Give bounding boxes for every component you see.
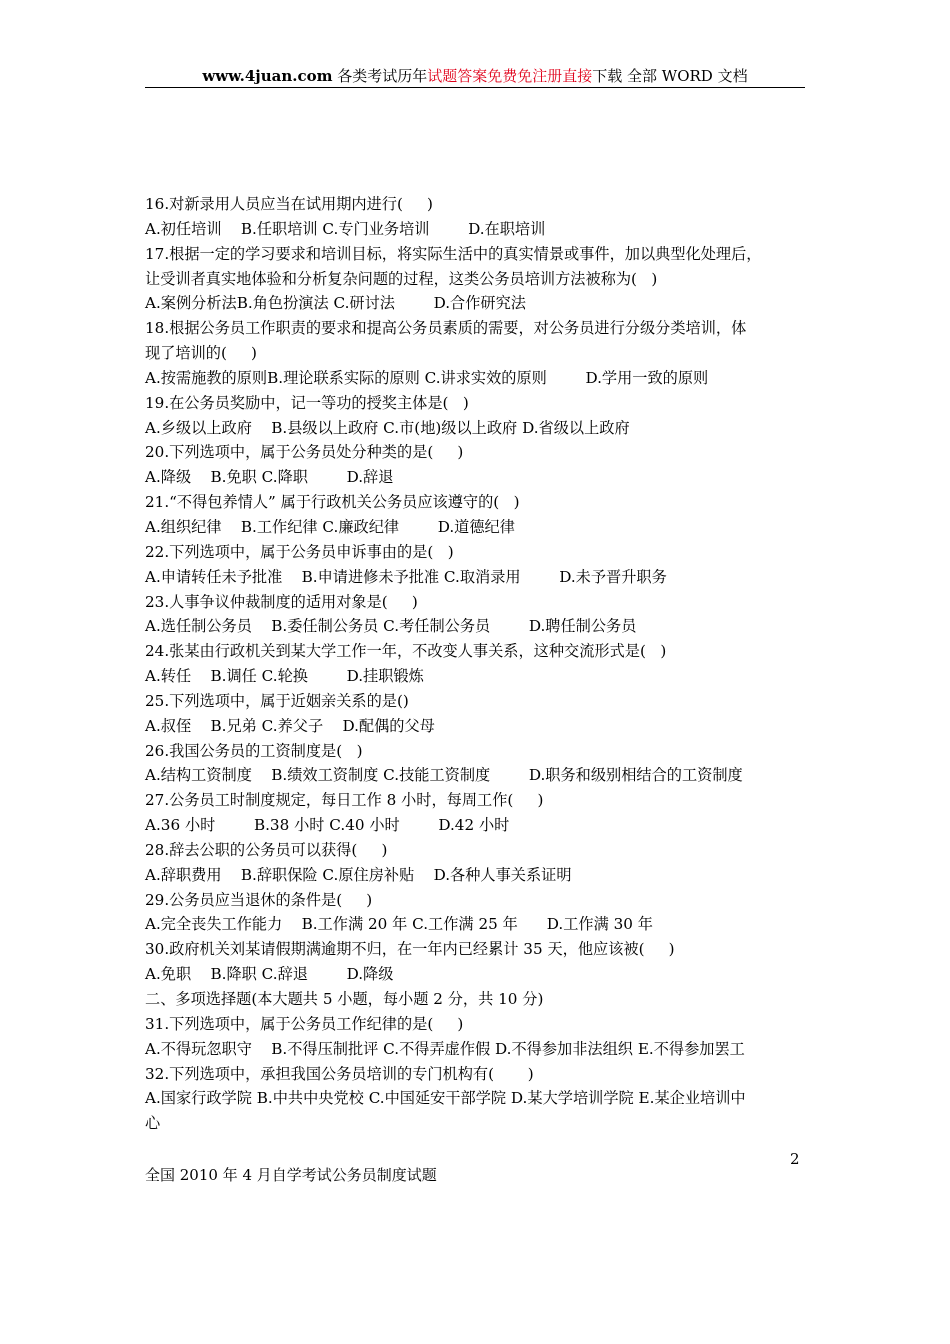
question-line: 现了培训的( ) (145, 344, 257, 363)
question-line: 31.下列选项中，属于公务员工作纪律的是( ) (145, 1014, 464, 1033)
question-line: 28.辞去公职的公务员可以获得( ) (145, 840, 388, 859)
question-line: 让受训者真实地体验和分析复杂问题的过程，这类公务员培训方法被称为( ) (145, 269, 658, 288)
page-footer: 全国 2010 年 4 月自学考试公务员制度试题 (145, 1166, 437, 1184)
options-line: A.36 小时 B.38 小时 C.40 小时 D.42 小时 (145, 816, 510, 835)
question-line: 25.下列选项中，属于近姻亲关系的是() (145, 691, 409, 710)
section-heading: 二、多项选择题(本大题共 5 小题，每小题 2 分，共 10 分) (145, 990, 544, 1008)
header-text: 各类考试历年 (332, 67, 428, 85)
header-highlight: 试题答案免费免注册直接 (427, 67, 593, 85)
options-line: 心 (145, 1114, 161, 1133)
question-line: 19.在公务员奖励中，记一等功的授奖主体是( ) (145, 393, 469, 412)
question-line: 27.公务员工时制度规定，每日工作 8 小时，每周工作( ) (145, 791, 544, 810)
options-line: A.不得玩忽职守 B.不得压制批评 C.不得弄虚作假 D.不得参加非法组织 E.不得参加罢工 (145, 1039, 745, 1058)
options-line: A.案例分析法B.角色扮演法 C.研讨法 D.合作研究法 (145, 294, 526, 313)
page-header (145, 66, 805, 86)
header-site-link[interactable]: www.4juan.com (202, 67, 333, 85)
question-line: 24.张某由行政机关到某大学工作一年，不改变人事关系，这种交流形式是( ) (145, 642, 667, 661)
options-line: A.叔侄 B.兄弟 C.养父子 D.配偶的父母 (145, 716, 435, 735)
options-line: A.申请转任未予批准 B.申请进修未予批准 C.取消录用 D.未予晋升职务 (145, 567, 667, 586)
options-line: A.选任制公务员 B.委任制公务员 C.考任制公务员 D.聘任制公务员 (145, 617, 637, 636)
options-line: A.降级 B.免职 C.降职 D.辞退 (145, 468, 394, 487)
options-line: A.结构工资制度 B.绩效工资制度 C.技能工资制度 D.职务和级别相结合的工资制度 (145, 766, 743, 785)
question-line: 16.对新录用人员应当在试用期内进行( ) (145, 195, 433, 213)
options-line: A.按需施教的原则B.理论联系实际的原则 C.讲求实效的原则 D.学用一致的原则 (145, 368, 709, 387)
question-line: 20.下列选项中，属于公务员处分种类的是( ) (145, 443, 464, 462)
options-line: A.完全丧失工作能力 B.工作满 20 年 C.工作满 25 年 D.工作满 30 年 (145, 915, 653, 934)
options-line: A.初任培训 B.任职培训 C.专门业务培训 D.在职培训 (145, 219, 546, 238)
question-line: 32.下列选项中，承担我国公务员培训的专门机构有( ) (145, 1064, 534, 1083)
question-line: 22.下列选项中，属于公务员申诉事由的是( ) (145, 542, 454, 561)
header-text-2: 下载 全部 WORD 文档 (592, 67, 748, 85)
question-line: 30.政府机关刘某请假期满逾期不归，在一年内已经累计 35 天，他应该被( ) (145, 940, 675, 959)
question-line: 26.我国公务员的工资制度是( ) (145, 741, 363, 760)
question-line: 18.根据公务员工作职责的要求和提高公务员素质的需要，对公务员进行分级分类培训，体 (145, 319, 747, 338)
options-line: A.国家行政学院 B.中共中央党校 C.中国延安干部学院 D.某大学培训学院 E.某企业培训中 (145, 1089, 746, 1108)
options-line: A.免职 B.降职 C.辞退 D.降级 (145, 965, 394, 984)
document-body (145, 192, 810, 1136)
options-line: A.组织纪律 B.工作纪律 C.廉政纪律 D.道德纪律 (145, 517, 515, 536)
question-line: 23.人事争议仲裁制度的适用对象是( ) (145, 592, 418, 611)
options-line: A.辞职费用 B.辞职保险 C.原住房补贴 D.各种人事关系证明 (145, 865, 572, 884)
question-line: 21.“不得包养情人” 属于行政机关公务员应该遵守的( ) (145, 493, 520, 512)
header-divider (145, 87, 805, 88)
options-line: A.乡级以上政府 B.县级以上政府 C.市(地)级以上政府 D.省级以上政府 (145, 418, 630, 437)
page-number: 2 (790, 1150, 800, 1168)
options-line: A.转任 B.调任 C.轮换 D.挂职锻炼 (145, 667, 424, 686)
question-line: 17.根据一定的学习要求和培训目标，将实际生活中的真实情景或事件，加以典型化处理后， (145, 244, 762, 263)
question-line: 29.公务员应当退休的条件是( ) (145, 890, 373, 909)
